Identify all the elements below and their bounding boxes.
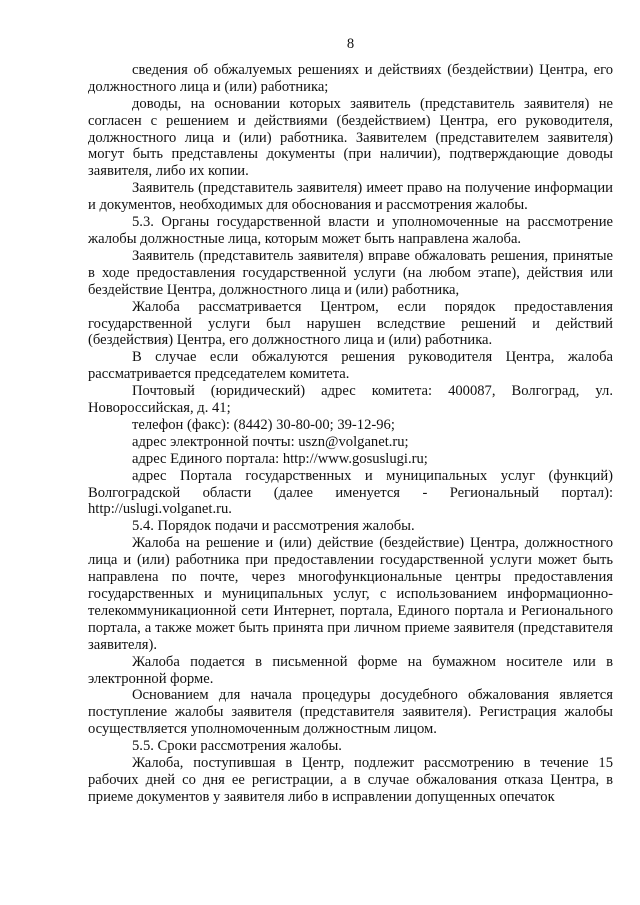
section-5-4-heading: 5.4. Порядок подачи и рассмотрения жалобы. bbox=[132, 518, 415, 535]
paragraph-review-terms: Жалоба, поступившая в Центр, подлежит рассмотрению в течение 15 рабочих дней со дня ее регистрации, а в случае обжалования отказа Центра, в приеме документов у заявителя либо в исправлении допущенных опечаток bbox=[88, 755, 613, 805]
paragraph-regional-portal: адрес Портала государственных и муниципальных услуг (функций) Волгоградской области (далее именуется - Региональный портал): http://uslugi.volganet.ru. bbox=[88, 467, 613, 518]
paragraph-right-to-information: Заявитель (представитель заявителя) имеет право на получение информации и документов, необходимых для обоснования и рассмотрения жалобы. bbox=[88, 180, 613, 214]
paragraph-appeal-info: сведения об обжалуемых решениях и действиях (бездействии) Центра, его должностного лица и (или) работника; bbox=[88, 61, 613, 95]
paragraph-submission-channels: Жалоба на решение и (или) действие (бездействие) Центра, должностного лица и (или) работника при предоставлении государственной услуги может быть направлена по почте, через многофункциональные центры предоставления государственных и муниципальных услуг, с использованием информационно-телекоммуникационной сети Интернет, портала, Единого портала и Регионального портала, а также может быть принята при личном приеме заявителя (представителя заявителя). bbox=[88, 535, 613, 653]
paragraph-arguments: доводы, на основании которых заявитель (представитель заявителя) не согласен с решением и действиями (бездействием) Центра, его руководителя, должностного лица и (или) работника. Заявителем (представителем заявителя) могут быть представлены документы (при наличии), подтверждающие доводы заявителя, либо их копии. bbox=[88, 95, 613, 180]
section-5-3-heading: 5.3. Органы государственной власти и уполномоченные на рассмотрение жалобы должностные лица, которым может быть направлена жалоба. bbox=[88, 214, 613, 247]
paragraph-email: адрес электронной почты: uszn@volganet.ru; bbox=[132, 433, 409, 450]
paragraph-procedure-basis: Основанием для начала процедуры досудебного обжалования является поступление жалобы заявителя (представителя заявителя). Регистрация жалобы осуществляется уполномоченным должностным лицом. bbox=[88, 687, 613, 738]
document-page bbox=[88, 36, 613, 806]
paragraph-right-to-appeal: Заявитель (представитель заявителя) вправе обжаловать решения, принятые в ходе предоставления государственной услуги (на любом этапе), действия или бездействие Центра, должностного лица и (или) работника, bbox=[88, 247, 613, 298]
section-5-5-heading: 5.5. Сроки рассмотрения жалобы. bbox=[132, 738, 342, 755]
paragraph-unified-portal: адрес Единого портала: http://www.gosuslugi.ru; bbox=[132, 450, 428, 467]
page-number: 8 bbox=[346, 36, 355, 52]
paragraph-postal-address: Почтовый (юридический) адрес комитета: 400087, Волгоград, ул. Новороссийская, д. 41; bbox=[88, 383, 613, 417]
paragraph-complaint-review: Жалоба рассматривается Центром, если порядок предоставления государственной услуги был нарушен вследствие решений и действий (бездействия) Центра, его должностного лица и (или) работника. bbox=[88, 298, 613, 349]
paragraph-head-decisions: В случае если обжалуются решения руководителя Центра, жалоба рассматривается председателем комитета. bbox=[88, 349, 613, 383]
paragraph-phone: телефон (факс): (8442) 30-80-00; 39-12-96; bbox=[132, 416, 395, 433]
paragraph-submission-form: Жалоба подается в письменной форме на бумажном носителе или в электронной форме. bbox=[88, 653, 613, 687]
